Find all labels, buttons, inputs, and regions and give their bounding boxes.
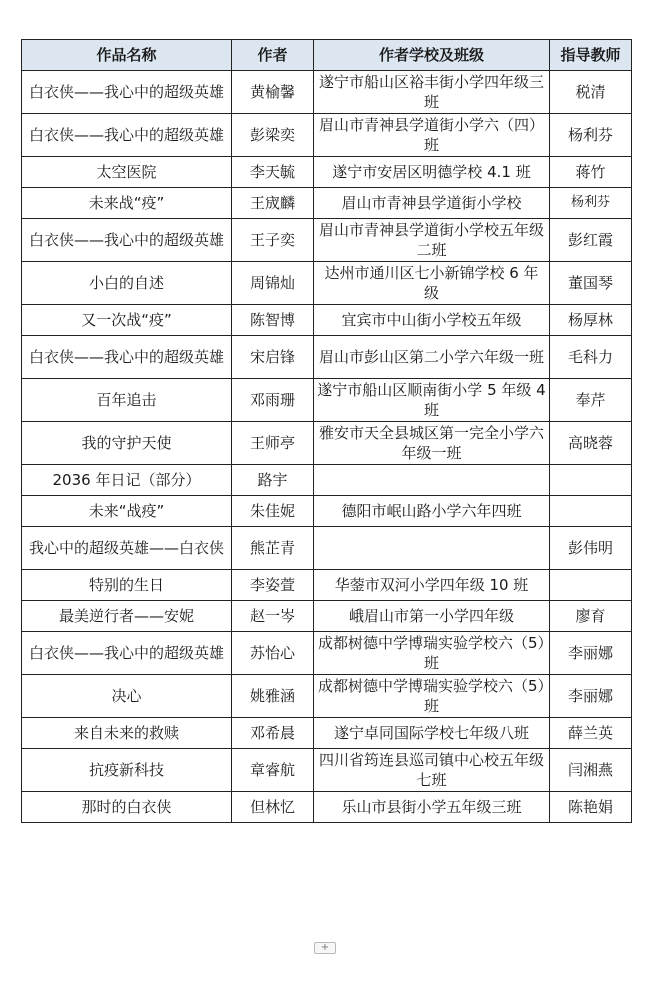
header-teacher: 指导教师 xyxy=(550,40,632,71)
cell-teacher: 杨利芬 xyxy=(550,188,632,219)
awards-sheet xyxy=(21,39,631,823)
cell-teacher: 毛科力 xyxy=(550,336,632,379)
cell-teacher: 奉芹 xyxy=(550,379,632,422)
table-row xyxy=(22,336,632,379)
cell-author: 但林忆 xyxy=(232,792,314,823)
header-author: 作者 xyxy=(232,40,314,71)
cell-title: 来自未来的救赎 xyxy=(22,718,232,749)
cell-title: 又一次战“疫” xyxy=(22,305,232,336)
table-row xyxy=(22,675,632,718)
table-row xyxy=(22,305,632,336)
cell-title: 特别的生日 xyxy=(22,570,232,601)
cell-title: 2036 年日记（部分） xyxy=(22,465,232,496)
cell-author: 赵一岑 xyxy=(232,601,314,632)
cell-teacher: 高晓蓉 xyxy=(550,422,632,465)
cell-school: 眉山市彭山区第二小学六年级一班 xyxy=(314,336,550,379)
table-row xyxy=(22,601,632,632)
cell-school: 成都树德中学博瑞实验学校六（5）班 xyxy=(314,675,550,718)
cell-teacher xyxy=(550,465,632,496)
table-row xyxy=(22,379,632,422)
cell-teacher: 董国琴 xyxy=(550,262,632,305)
table-row xyxy=(22,749,632,792)
cell-school: 眉山市青神县学道街小学六（四）班 xyxy=(314,114,550,157)
cell-school: 遂宁市安居区明德学校 4.1 班 xyxy=(314,157,550,188)
cell-title: 百年追击 xyxy=(22,379,232,422)
cell-title: 最美逆行者——安妮 xyxy=(22,601,232,632)
cell-school: 眉山市青神县学道街小学校 xyxy=(314,188,550,219)
table-row xyxy=(22,422,632,465)
table-row xyxy=(22,527,632,570)
table-row xyxy=(22,718,632,749)
cell-author: 周锦灿 xyxy=(232,262,314,305)
cell-teacher: 杨利芬 xyxy=(550,114,632,157)
cell-teacher: 杨厚林 xyxy=(550,305,632,336)
header-title: 作品名称 xyxy=(22,40,232,71)
cell-author: 王师亭 xyxy=(232,422,314,465)
cell-title: 白衣侠——我心中的超级英雄 xyxy=(22,71,232,114)
cell-title: 决心 xyxy=(22,675,232,718)
table-row xyxy=(22,570,632,601)
cell-title: 未来战“疫” xyxy=(22,188,232,219)
cell-author: 王宬麟 xyxy=(232,188,314,219)
cell-teacher: 李丽娜 xyxy=(550,632,632,675)
cell-school: 遂宁市船山区顺南街小学 5 年级 4 班 xyxy=(314,379,550,422)
cell-title: 白衣侠——我心中的超级英雄 xyxy=(22,219,232,262)
cell-school: 乐山市县街小学五年级三班 xyxy=(314,792,550,823)
cell-author: 李天毓 xyxy=(232,157,314,188)
cell-title: 白衣侠——我心中的超级英雄 xyxy=(22,632,232,675)
cell-title: 未来“战疫” xyxy=(22,496,232,527)
cell-school: 遂宁市船山区裕丰街小学四年级三班 xyxy=(314,71,550,114)
awards-table xyxy=(21,39,632,823)
table-row xyxy=(22,71,632,114)
cell-author: 路宇 xyxy=(232,465,314,496)
cell-teacher xyxy=(550,496,632,527)
add-row-handle[interactable]: + xyxy=(314,942,336,954)
cell-author: 王子奕 xyxy=(232,219,314,262)
cell-title: 那时的白衣侠 xyxy=(22,792,232,823)
cell-teacher: 彭红霞 xyxy=(550,219,632,262)
cell-title: 小白的自述 xyxy=(22,262,232,305)
table-row xyxy=(22,262,632,305)
cell-school: 眉山市青神县学道街小学校五年级二班 xyxy=(314,219,550,262)
cell-author: 邓希晨 xyxy=(232,718,314,749)
cell-title: 白衣侠——我心中的超级英雄 xyxy=(22,336,232,379)
cell-teacher: 彭伟明 xyxy=(550,527,632,570)
cell-teacher: 李丽娜 xyxy=(550,675,632,718)
header-row xyxy=(22,40,632,71)
table-row xyxy=(22,465,632,496)
cell-author: 章睿航 xyxy=(232,749,314,792)
cell-school: 峨眉山市第一小学四年级 xyxy=(314,601,550,632)
cell-author: 李姿萱 xyxy=(232,570,314,601)
cell-title: 我心中的超级英雄——白衣侠 xyxy=(22,527,232,570)
cell-author: 彭梁奕 xyxy=(232,114,314,157)
cell-author: 宋启锋 xyxy=(232,336,314,379)
cell-teacher: 税清 xyxy=(550,71,632,114)
cell-school: 成都树德中学博瑞实验学校六（5）班 xyxy=(314,632,550,675)
cell-school: 雅安市天全县城区第一完全小学六年级一班 xyxy=(314,422,550,465)
cell-teacher xyxy=(550,570,632,601)
cell-author: 姚雅涵 xyxy=(232,675,314,718)
cell-teacher: 蒋竹 xyxy=(550,157,632,188)
cell-author: 黄榆馨 xyxy=(232,71,314,114)
cell-school xyxy=(314,527,550,570)
cell-author: 苏怡心 xyxy=(232,632,314,675)
cell-school: 华蓥市双河小学四年级 10 班 xyxy=(314,570,550,601)
cell-school: 德阳市岷山路小学六年四班 xyxy=(314,496,550,527)
cell-teacher: 廖育 xyxy=(550,601,632,632)
table-row xyxy=(22,632,632,675)
cell-teacher: 薛兰英 xyxy=(550,718,632,749)
cell-school: 遂宁卓同国际学校七年级八班 xyxy=(314,718,550,749)
cell-author: 熊芷青 xyxy=(232,527,314,570)
table-row xyxy=(22,188,632,219)
table-row xyxy=(22,219,632,262)
cell-title: 太空医院 xyxy=(22,157,232,188)
table-row xyxy=(22,114,632,157)
cell-author: 邓雨珊 xyxy=(232,379,314,422)
cell-school: 达州市通川区七小新锦学校 6 年级 xyxy=(314,262,550,305)
cell-title: 我的守护天使 xyxy=(22,422,232,465)
cell-title: 抗疫新科技 xyxy=(22,749,232,792)
cell-title: 白衣侠——我心中的超级英雄 xyxy=(22,114,232,157)
header-school: 作者学校及班级 xyxy=(314,40,550,71)
cell-school xyxy=(314,465,550,496)
cell-teacher: 闫湘燕 xyxy=(550,749,632,792)
table-row xyxy=(22,496,632,527)
table-row xyxy=(22,792,632,823)
cell-author: 陈智博 xyxy=(232,305,314,336)
table-row xyxy=(22,157,632,188)
cell-author: 朱佳妮 xyxy=(232,496,314,527)
cell-school: 四川省筠连县巡司镇中心校五年级七班 xyxy=(314,749,550,792)
cell-teacher: 陈艳娟 xyxy=(550,792,632,823)
cell-school: 宜宾市中山街小学校五年级 xyxy=(314,305,550,336)
